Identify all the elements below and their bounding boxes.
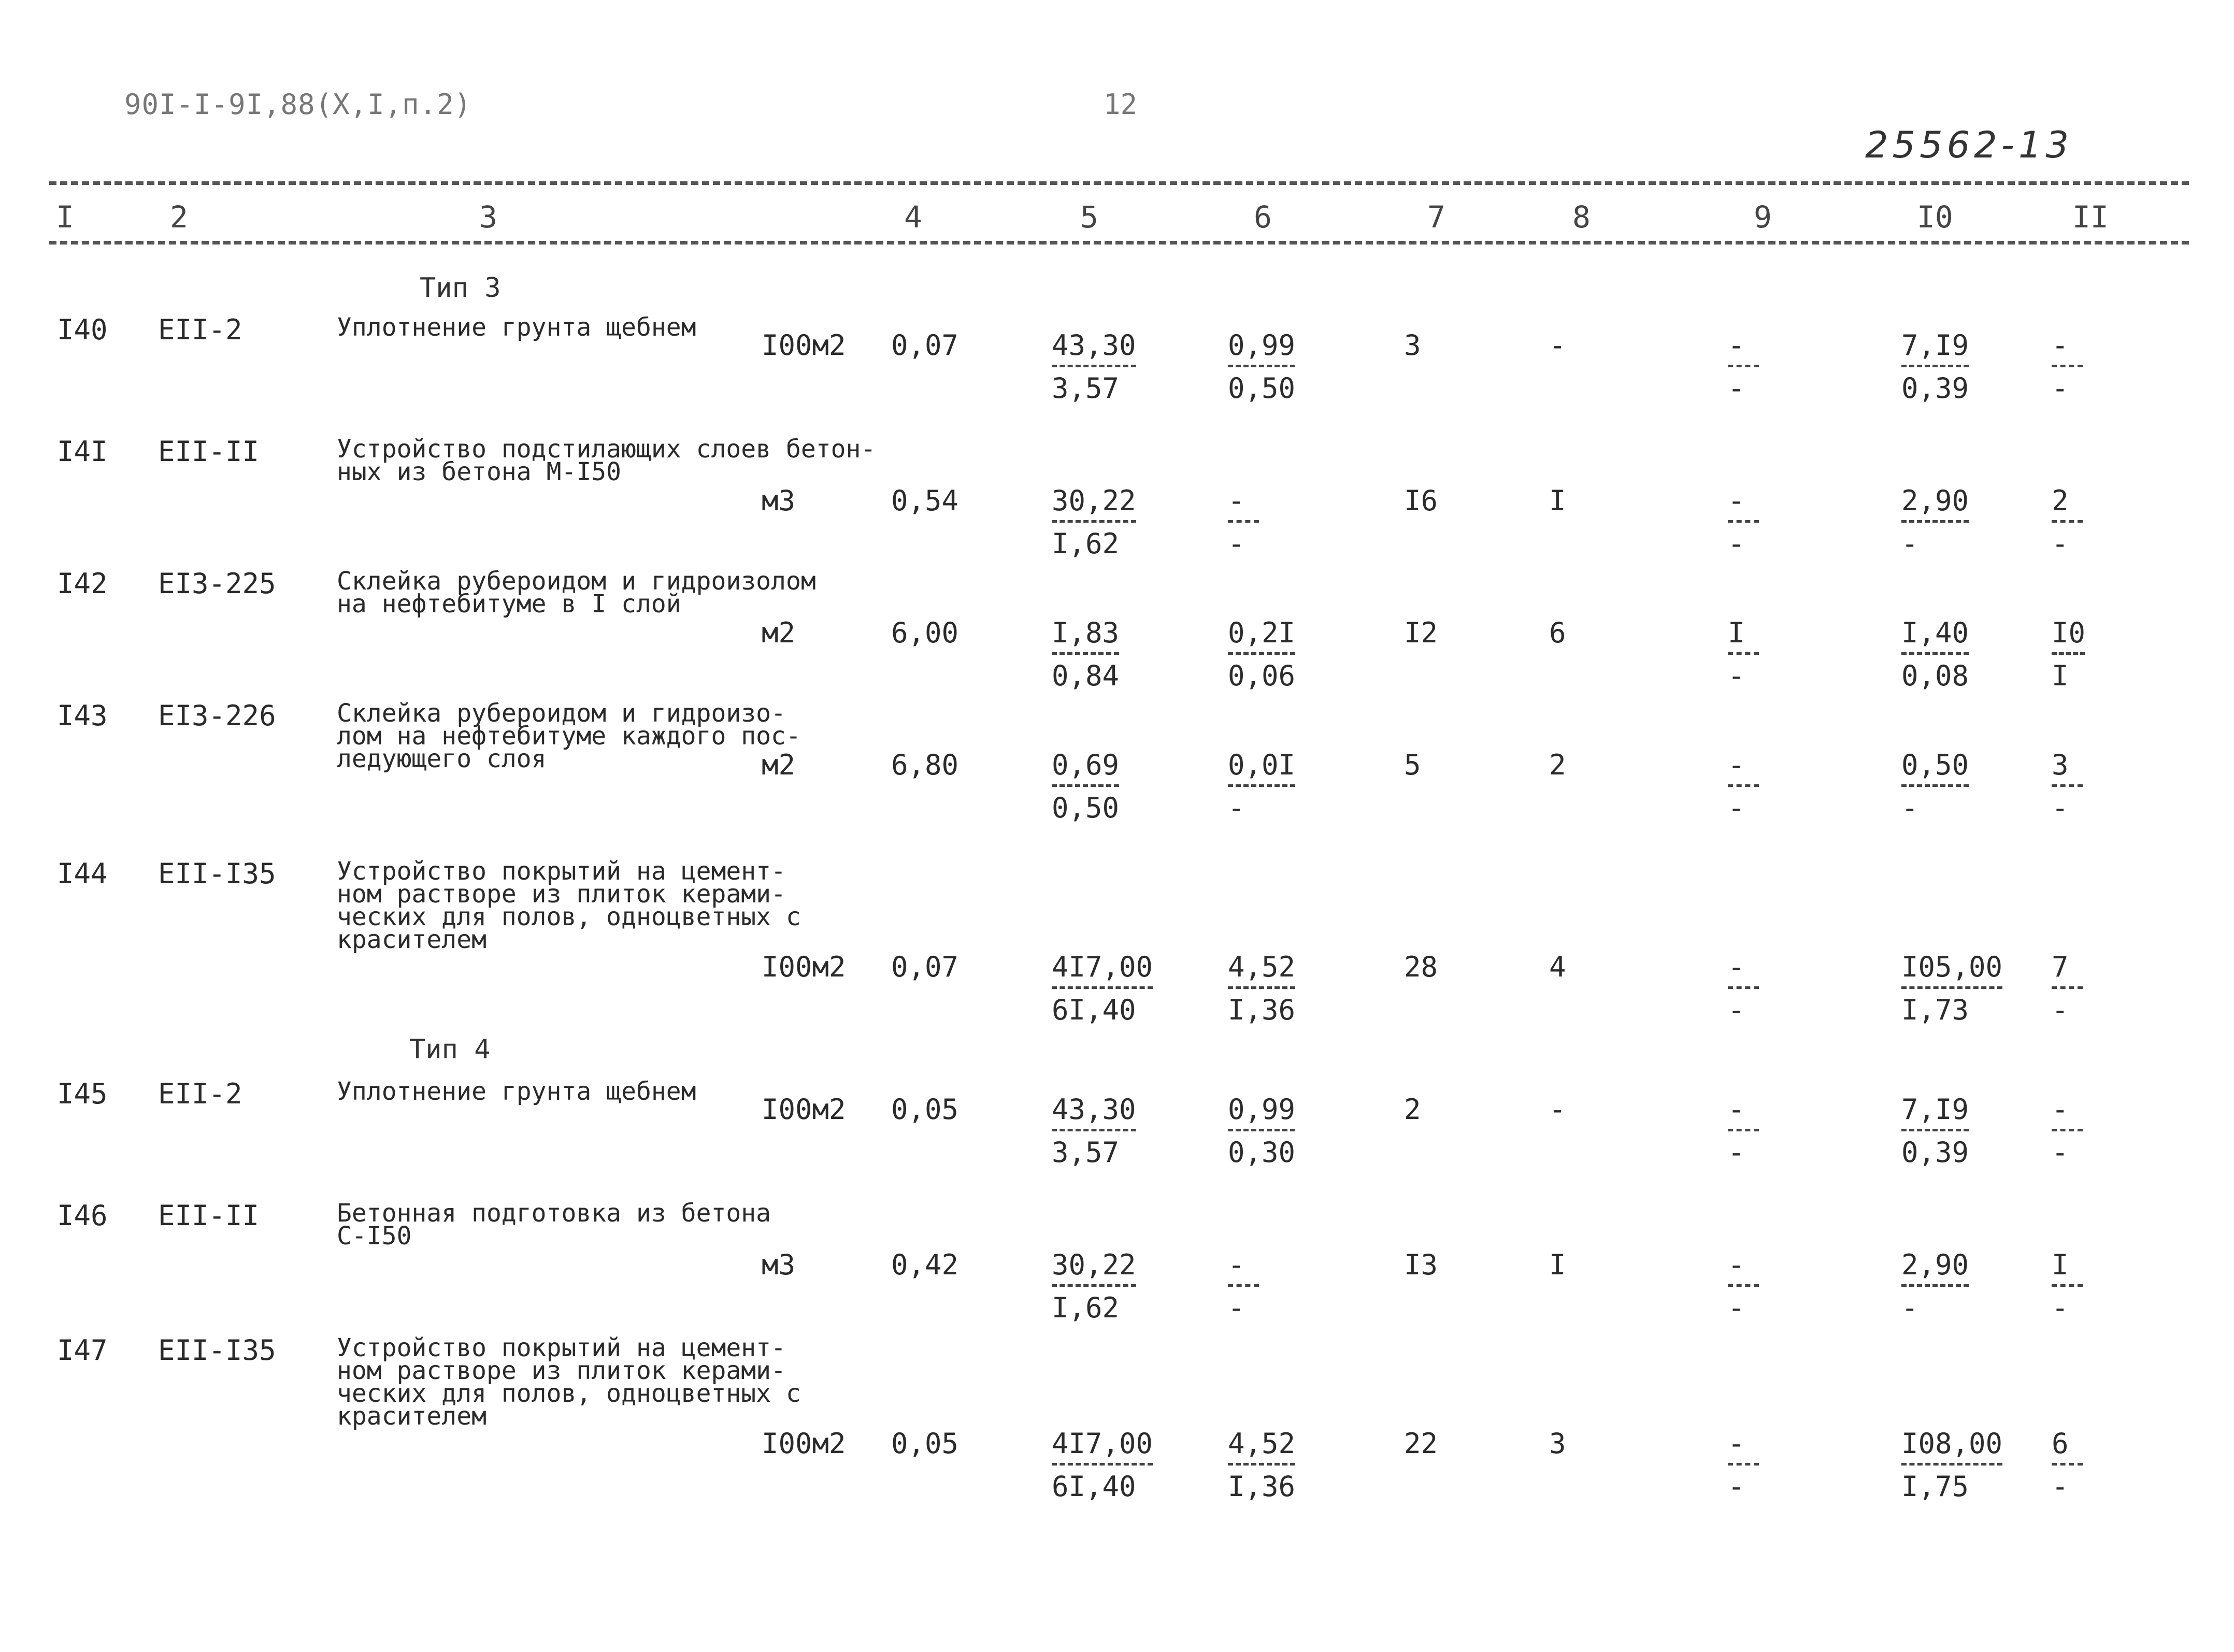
- fraction-bottom: -: [1728, 1291, 1745, 1324]
- fraction-top: I08,00: [1901, 1427, 2003, 1460]
- fraction-bottom: -: [2052, 792, 2069, 824]
- fraction-cell-c9: [1728, 484, 1759, 560]
- column-number: I0: [1917, 199, 1953, 235]
- fraction-bar: [2052, 784, 2083, 787]
- fraction-top: -: [1728, 329, 1745, 362]
- fraction-bottom: -: [2052, 994, 2069, 1026]
- fraction-bar: [1901, 1463, 2002, 1466]
- column-number: I: [56, 199, 74, 235]
- norm-code: EII-I35: [158, 857, 276, 890]
- unit: I00м2: [762, 1427, 846, 1460]
- fraction-bar: [1052, 652, 1119, 655]
- fraction-bar: [1052, 1463, 1153, 1466]
- norm-code: EII-2: [158, 1078, 242, 1110]
- fraction-bar: [2052, 365, 2083, 367]
- fraction-top: 3: [2052, 749, 2069, 781]
- fraction-cell-c5: [1052, 953, 1153, 1024]
- fraction-bottom: I,73: [1901, 994, 1969, 1026]
- fraction-bar: [1728, 986, 1759, 989]
- fraction-bar: [1228, 1284, 1259, 1287]
- col-8-value: 6: [1549, 616, 1566, 649]
- fraction-cell-c9: [1728, 953, 1759, 1024]
- document-number: 25562-13: [1865, 124, 2073, 166]
- quantity: 0,07: [891, 329, 959, 362]
- fraction-top: 4I7,00: [1052, 951, 1153, 983]
- fraction-bar: [1728, 1284, 1759, 1287]
- fraction-top: 0,50: [1901, 749, 1969, 781]
- unit: м3: [762, 1248, 796, 1281]
- col-7-value: 22: [1404, 1427, 1438, 1460]
- fraction-cell-c10: [1901, 751, 1969, 822]
- fraction-bar: [2052, 1129, 2083, 1131]
- fraction-cell-c5: [1052, 751, 1119, 822]
- col-7-value: 28: [1404, 951, 1438, 983]
- fraction-top: -: [1728, 951, 1745, 983]
- fraction-top: -: [1728, 749, 1745, 781]
- norm-code: EII-2: [158, 313, 242, 346]
- fraction-cell-c11: [2052, 1427, 2083, 1503]
- column-number: 7: [1427, 199, 1445, 235]
- norm-code: EII-I35: [158, 1334, 276, 1367]
- fraction-top: 2,90: [1901, 1248, 1969, 1281]
- fraction-cell-c6: [1228, 484, 1259, 560]
- fraction-top: I: [1728, 616, 1745, 649]
- fraction-top: 0,0I: [1228, 749, 1296, 781]
- fraction-bottom: I: [2052, 659, 2069, 692]
- fraction-top: -: [2052, 329, 2069, 362]
- column-number: 6: [1254, 199, 1272, 235]
- fraction-cell-c5: [1052, 484, 1136, 560]
- fraction-top: 2,90: [1901, 484, 1969, 517]
- unit: I00м2: [762, 951, 846, 983]
- fraction-cell-c5: [1052, 1427, 1153, 1503]
- fraction-bar: [2052, 1284, 2083, 1287]
- fraction-bottom: 0,39: [1901, 372, 1969, 405]
- fraction-bottom: -: [2052, 1136, 2069, 1169]
- fraction-bar: [1052, 986, 1153, 989]
- fraction-bar: [1228, 652, 1295, 655]
- fraction-bottom: 0,50: [1228, 372, 1296, 405]
- fraction-bar: [1052, 1284, 1136, 1287]
- row-number: I46: [57, 1199, 108, 1232]
- fraction-top: -: [1228, 1248, 1245, 1281]
- fraction-bottom: 3,57: [1052, 1136, 1120, 1169]
- fraction-top: -: [1728, 1248, 1745, 1281]
- unit: м2: [762, 616, 796, 649]
- fraction-cell-c10: [1901, 953, 2002, 1024]
- fraction-bottom: -: [2052, 1291, 2069, 1324]
- quantity: 0,05: [891, 1093, 959, 1126]
- fraction-bottom: 0,08: [1901, 659, 1969, 692]
- fraction-bottom: -: [1728, 372, 1745, 405]
- fraction-bar: [2052, 986, 2083, 989]
- fraction-bottom: I,62: [1052, 1291, 1120, 1324]
- col-8-value: -: [1549, 329, 1566, 362]
- fraction-cell-c10: [1901, 616, 1969, 692]
- work-description: Устройство покрытий на цемент- ном растворе из плиток керами- ческих для полов, одноцветных с красителем: [337, 857, 801, 954]
- column-number: 3: [479, 199, 497, 235]
- fraction-bar: [1052, 365, 1136, 367]
- fraction-top: 0,99: [1228, 329, 1296, 362]
- fraction-cell-c6: [1228, 1427, 1296, 1503]
- fraction-cell-c6: [1228, 953, 1295, 1024]
- norm-code: EII-II: [158, 435, 260, 468]
- document-code: 90I-I-9I,88(X,I,п.2): [124, 88, 472, 121]
- unit: I00м2: [762, 329, 846, 362]
- fraction-top: I05,00: [1901, 951, 2003, 983]
- fraction-cell-c9: [1728, 329, 1759, 405]
- fraction-bottom: -: [1728, 527, 1745, 560]
- fraction-cell-c11: [2052, 616, 2086, 692]
- fraction-cell-c9: [1728, 616, 1759, 692]
- fraction-top: I: [2052, 1248, 2069, 1281]
- fraction-bar: [1901, 365, 1969, 367]
- fraction-top: I,83: [1052, 616, 1120, 649]
- fraction-bar: [1728, 1129, 1759, 1131]
- row-number: I43: [57, 699, 108, 732]
- fraction-cell-c11: [2052, 329, 2083, 405]
- fraction-cell-c5: [1052, 616, 1120, 692]
- column-number: 9: [1754, 199, 1772, 235]
- fraction-bar: [1728, 1463, 1759, 1466]
- fraction-bar: [2052, 1463, 2083, 1466]
- fraction-top: 7: [2052, 951, 2069, 983]
- row-number: I40: [57, 313, 108, 346]
- fraction-cell-c9: [1728, 1248, 1759, 1324]
- fraction-bottom: 6I,40: [1052, 1470, 1136, 1503]
- fraction-top: 7,I9: [1901, 329, 1969, 362]
- fraction-bar: [1901, 520, 1969, 523]
- fraction-bar: [1228, 520, 1259, 523]
- col-8-value: I: [1549, 484, 1566, 517]
- fraction-bar: [1728, 520, 1759, 523]
- fraction-cell-c9: [1728, 751, 1759, 822]
- fraction-cell-c10: [1901, 1427, 2003, 1503]
- column-number: 2: [170, 199, 188, 235]
- fraction-cell-c10: [1901, 1248, 1969, 1324]
- row-number: I47: [57, 1334, 108, 1367]
- fraction-bar: [1228, 784, 1295, 787]
- fraction-cell-c11: [2052, 953, 2083, 1024]
- fraction-bottom: I,36: [1228, 1470, 1296, 1503]
- row-number: I4I: [57, 435, 108, 468]
- col-8-value: 3: [1549, 1427, 1566, 1460]
- fraction-top: 0,99: [1228, 1093, 1296, 1126]
- fraction-cell-c6: [1228, 751, 1295, 822]
- column-number: II: [2072, 199, 2109, 235]
- col-7-value: I6: [1404, 484, 1438, 517]
- fraction-bar: [1728, 784, 1759, 787]
- work-description: Склейка рубероидом и гидроизолом на нефтебитуме в I слой: [337, 567, 816, 619]
- fraction-bottom: -: [1728, 1470, 1745, 1503]
- fraction-bottom: -: [1901, 527, 1918, 560]
- quantity: 0,54: [891, 484, 959, 517]
- fraction-cell-c10: [1901, 484, 1969, 560]
- fraction-bar: [1901, 784, 1969, 787]
- fraction-bottom: -: [2052, 1470, 2069, 1503]
- work-description: Уплотнение грунта щебнем: [337, 313, 696, 342]
- fraction-bottom: -: [1228, 1291, 1245, 1324]
- fraction-cell-c9: [1728, 1093, 1759, 1169]
- fraction-cell-c9: [1728, 1427, 1759, 1503]
- fraction-top: 0,2I: [1228, 616, 1296, 649]
- quantity: 0,42: [891, 1248, 959, 1281]
- fraction-top: 2: [2052, 484, 2069, 517]
- fraction-bottom: I,75: [1901, 1470, 1969, 1503]
- fraction-top: -: [1228, 484, 1245, 517]
- fraction-bottom: I,36: [1228, 994, 1296, 1026]
- fraction-cell-c6: [1228, 1093, 1296, 1169]
- fraction-top: 43,30: [1052, 329, 1136, 362]
- fraction-top: -: [2052, 1093, 2069, 1126]
- fraction-bar: [1901, 652, 1969, 655]
- fraction-cell-c6: [1228, 616, 1296, 692]
- fraction-bottom: I,62: [1052, 527, 1120, 560]
- col-7-value: 5: [1404, 749, 1421, 781]
- fraction-top: 43,30: [1052, 1093, 1136, 1126]
- norm-code: EII-II: [158, 1199, 260, 1232]
- header-rule-bottom: [49, 241, 2189, 245]
- fraction-top: I0: [2052, 616, 2086, 649]
- row-number: I42: [57, 567, 108, 600]
- col-7-value: 3: [1404, 329, 1421, 362]
- quantity: 6,00: [891, 616, 959, 649]
- fraction-cell-c11: [2052, 1248, 2083, 1324]
- fraction-top: 30,22: [1052, 1248, 1136, 1281]
- fraction-top: 30,22: [1052, 484, 1136, 517]
- fraction-bottom: -: [2052, 527, 2069, 560]
- fraction-cell-c5: [1052, 1248, 1136, 1324]
- fraction-top: -: [1728, 484, 1745, 517]
- fraction-bar: [1901, 1129, 1969, 1131]
- work-description: Устройство покрытий на цемент- ном растворе из плиток керами- ческих для полов, одноцветных с красителем: [337, 1333, 801, 1431]
- fraction-cell-c10: [1901, 329, 1969, 405]
- column-number: 5: [1080, 199, 1098, 235]
- fraction-bottom: 3,57: [1052, 372, 1120, 405]
- section-label: Тип 4: [409, 1034, 491, 1065]
- column-number: 4: [904, 199, 922, 235]
- fraction-top: I,40: [1901, 616, 1969, 649]
- quantity: 0,05: [891, 1427, 959, 1460]
- fraction-bottom: -: [1728, 994, 1745, 1026]
- fraction-top: 6: [2052, 1427, 2069, 1460]
- fraction-bottom: 0,39: [1901, 1136, 1969, 1169]
- fraction-top: 7,I9: [1901, 1093, 1969, 1126]
- row-number: I45: [57, 1078, 108, 1110]
- unit: I00м2: [762, 1093, 846, 1126]
- fraction-bar: [2052, 652, 2085, 655]
- fraction-bottom: -: [1901, 1291, 1918, 1324]
- col-8-value: 2: [1549, 749, 1566, 781]
- fraction-top: -: [1728, 1427, 1745, 1460]
- fraction-bottom: 0,50: [1052, 792, 1120, 824]
- unit: м2: [762, 749, 796, 781]
- fraction-bar: [2052, 520, 2083, 523]
- fraction-bar: [1052, 784, 1119, 787]
- work-description: Бетонная подготовка из бетона С-I50: [337, 1199, 771, 1251]
- work-description: Склейка рубероидом и гидроизо- лом на нефтебитуме каждого пос- ледующего слоя: [337, 699, 801, 773]
- quantity: 0,07: [891, 951, 959, 983]
- fraction-bottom: 0,84: [1052, 659, 1120, 692]
- fraction-bottom: -: [1728, 659, 1745, 692]
- fraction-bar: [1901, 986, 2002, 989]
- fraction-bottom: -: [1228, 527, 1245, 560]
- fraction-bar: [1728, 652, 1759, 655]
- fraction-cell-c11: [2052, 751, 2083, 822]
- fraction-bar: [1052, 520, 1136, 523]
- fraction-bar: [1052, 1129, 1136, 1131]
- fraction-bar: [1228, 365, 1295, 367]
- fraction-cell-c11: [2052, 1093, 2083, 1169]
- fraction-cell-c6: [1228, 329, 1296, 405]
- fraction-cell-c10: [1901, 1093, 1969, 1169]
- col-7-value: 2: [1404, 1093, 1421, 1126]
- fraction-bar: [1901, 1284, 1969, 1287]
- fraction-bottom: 0,30: [1228, 1136, 1296, 1169]
- fraction-bar: [1728, 365, 1759, 367]
- fraction-bottom: 0,06: [1228, 659, 1296, 692]
- unit: м3: [762, 484, 796, 517]
- fraction-bottom: -: [1728, 1136, 1745, 1169]
- header-rule-top: [49, 181, 2189, 185]
- quantity: 6,80: [891, 749, 959, 781]
- fraction-cell-c11: [2052, 484, 2083, 560]
- fraction-bottom: -: [1228, 792, 1245, 824]
- fraction-bottom: 6I,40: [1052, 994, 1136, 1026]
- fraction-top: 0,69: [1052, 749, 1120, 781]
- work-description: Уплотнение грунта щебнем: [337, 1077, 696, 1106]
- fraction-top: 4I7,00: [1052, 1427, 1153, 1460]
- col-8-value: -: [1549, 1093, 1566, 1126]
- fraction-cell-c5: [1052, 1093, 1136, 1169]
- section-label: Тип 3: [420, 272, 501, 304]
- fraction-bar: [1228, 1129, 1295, 1131]
- fraction-top: -: [1728, 1093, 1745, 1126]
- norm-code: EI3-226: [158, 699, 276, 732]
- fraction-bottom: -: [1901, 792, 1918, 824]
- fraction-bar: [1228, 986, 1295, 989]
- row-number: I44: [57, 857, 108, 890]
- fraction-bottom: -: [2052, 372, 2069, 405]
- work-description: Устройство подстилающих слоев бетон- ных из бетона М-I50: [337, 435, 876, 486]
- col-8-value: 4: [1549, 951, 1566, 983]
- col-7-value: I3: [1404, 1248, 1438, 1281]
- fraction-bar: [1228, 1463, 1295, 1466]
- page-number: 12: [1104, 88, 1138, 121]
- col-8-value: I: [1549, 1248, 1566, 1281]
- fraction-cell-c5: [1052, 329, 1136, 405]
- norm-code: EI3-225: [158, 567, 276, 600]
- fraction-bottom: -: [1728, 792, 1745, 824]
- column-number: 8: [1572, 199, 1591, 235]
- fraction-top: 4,52: [1228, 951, 1296, 983]
- col-7-value: I2: [1404, 616, 1438, 649]
- fraction-cell-c6: [1228, 1248, 1259, 1324]
- fraction-top: 4,52: [1228, 1427, 1296, 1460]
